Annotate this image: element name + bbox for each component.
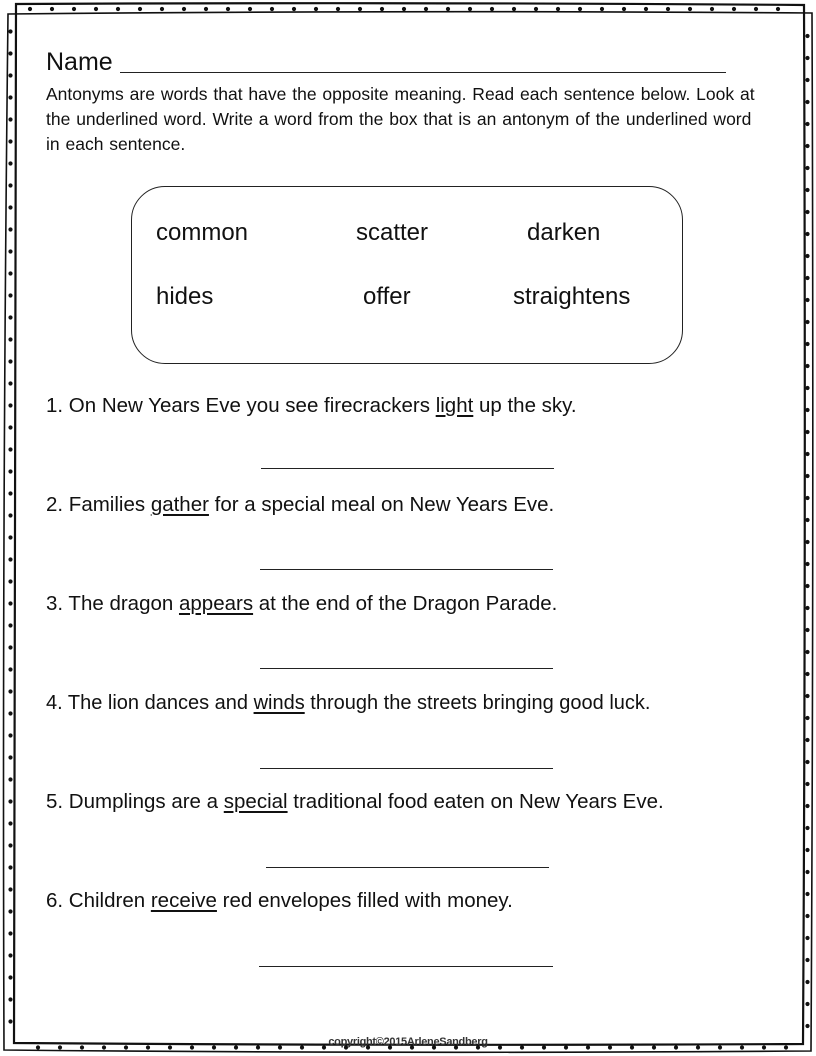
word-bank-item: scatter bbox=[356, 219, 429, 246]
answer-line-3[interactable] bbox=[260, 668, 553, 669]
answer-line-2[interactable] bbox=[260, 569, 553, 570]
answer-line-6[interactable] bbox=[259, 966, 553, 967]
answer-line-4[interactable] bbox=[260, 768, 553, 769]
underlined-word: gather bbox=[150, 493, 209, 516]
question-6: 6. Children receive red envelopes filled with money. bbox=[46, 889, 513, 912]
underlined-word: winds bbox=[253, 692, 305, 714]
answer-line-5[interactable] bbox=[266, 867, 549, 868]
underlined-word: receive bbox=[150, 889, 217, 912]
question-2: 2. Families gather for a special meal on New Years Eve. bbox=[46, 493, 555, 516]
word-bank-item: straightens bbox=[513, 283, 631, 310]
question-3: 3. The dragon appears at the end of the Dragon Parade. bbox=[46, 592, 558, 615]
answer-line-1[interactable] bbox=[261, 468, 554, 469]
question-1: 1. On New Years Eve you see firecrackers light up the sky. bbox=[46, 394, 577, 417]
copyright-notice: copyright©2015ArleneSandberg bbox=[328, 1036, 488, 1048]
underlined-word: special bbox=[223, 790, 288, 813]
word-bank-item: offer bbox=[363, 283, 411, 310]
name-write-line[interactable] bbox=[120, 72, 726, 73]
underlined-word: light bbox=[435, 394, 474, 417]
word-bank-item: common bbox=[156, 219, 249, 246]
word-bank-item: darken bbox=[527, 219, 601, 246]
question-4: 4. The lion dances and winds through the streets bringing good luck. bbox=[46, 692, 651, 714]
question-5: 5. Dumplings are a special traditional food eaten on New Years Eve. bbox=[46, 790, 664, 813]
word-bank-box bbox=[131, 186, 683, 364]
word-bank-item: hides bbox=[156, 283, 214, 310]
name-label: Name bbox=[46, 48, 113, 76]
underlined-word: appears bbox=[178, 592, 254, 615]
instructions-text: Antonyms are words that have the opposite meaning. Read each sentence below. Look at the underlined word. Write a word from the box that is an antonym of the underlined word in each sentence. bbox=[46, 84, 755, 154]
